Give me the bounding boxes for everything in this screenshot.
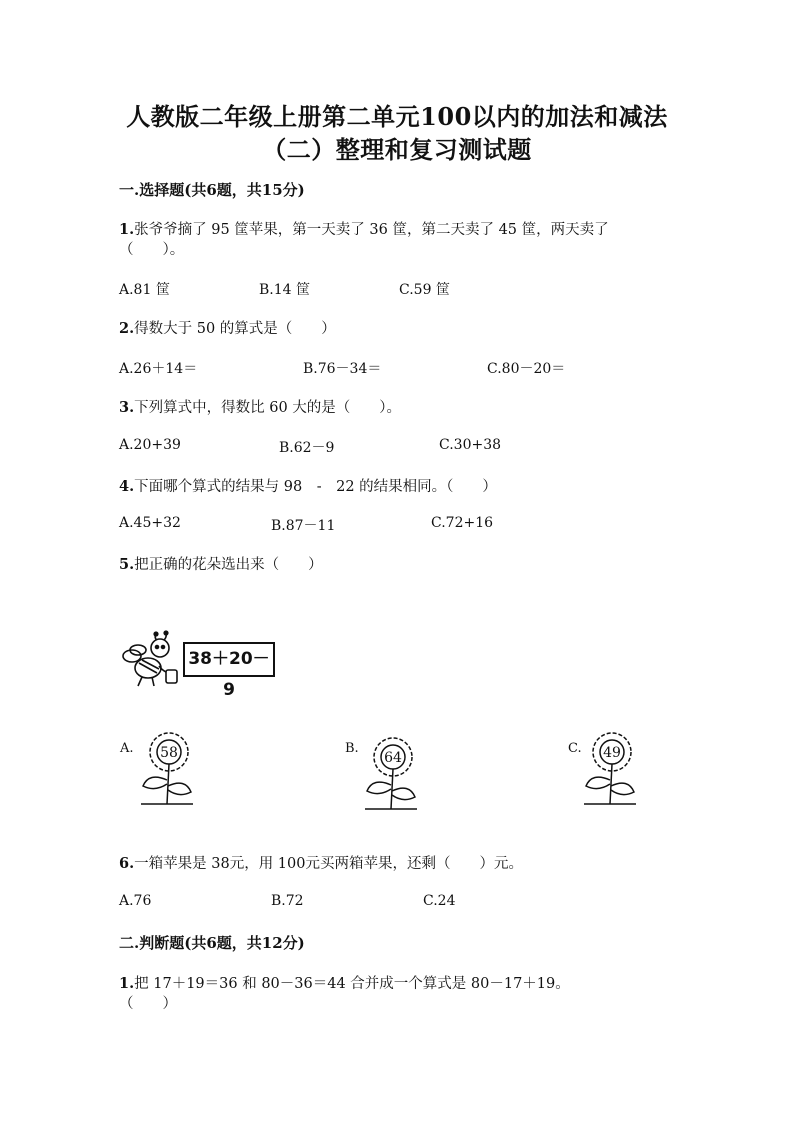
q3-option-b[interactable]: B.62－9 — [279, 440, 335, 456]
q4-option-a[interactable]: A.45+32 — [119, 515, 181, 531]
flower-c-label: C. — [568, 741, 582, 756]
question-number: 1. — [119, 975, 135, 992]
question-text: 下面哪个算式的结果与 98 - 22 的结果相同。（ ） — [134, 479, 497, 495]
q4-option-c[interactable]: C.72+16 — [431, 515, 494, 531]
q3-option-a[interactable]: A.20+39 — [119, 437, 181, 453]
question-number: 6. — [119, 855, 135, 872]
q1-option-b[interactable]: B.14 筐 — [259, 282, 311, 298]
page-title: 人教版二年级上册第二单元100以内的加法和减法 — [126, 102, 668, 131]
question-1 — [119, 218, 609, 239]
question-3 — [119, 396, 401, 417]
question-text: 张爷爷摘了 95 筐苹果，第一天卖了 36 筐，第二天卖了 45 筐，两天卖了 — [134, 222, 609, 238]
question-text: 把 17＋19＝36 和 80－36＝44 合并成一个算式是 80－17＋19。 — [134, 976, 570, 992]
judgment-question-1-blank: （ ） — [119, 996, 177, 1012]
expression-box: 38＋20－9 — [183, 642, 275, 677]
question-number: 2. — [119, 320, 135, 337]
question-text: 把正确的花朵选出来（ ） — [134, 557, 323, 573]
q6-option-b[interactable]: B.72 — [271, 893, 304, 909]
question-text: 一箱苹果是 38元，用 100元买两箱苹果，还剩（ ）元。 — [134, 856, 523, 872]
section-heading-judgment: 二.判断题(共6题，共12分) — [119, 934, 305, 952]
question-4 — [119, 475, 497, 496]
question-5 — [119, 553, 323, 574]
question-number: 3. — [119, 399, 135, 416]
question-6 — [119, 852, 523, 873]
question-text: 下列算式中，得数比 60 大的是（ ）。 — [134, 400, 402, 416]
flower-b-value: 64 — [384, 750, 402, 766]
flower-a-option[interactable] — [137, 728, 197, 806]
question-text: 得数大于 50 的算式是（ ） — [134, 321, 336, 337]
q1-option-a[interactable]: A.81 筐 — [119, 282, 170, 298]
flower-a-value: 58 — [160, 745, 178, 761]
question-number: 1. — [119, 221, 135, 238]
question-number: 4. — [119, 478, 135, 495]
judgment-question-1 — [119, 972, 570, 993]
q1-option-c[interactable]: C.59 筐 — [399, 282, 450, 298]
section-heading-choice: 一.选择题(共6题，共15分) — [119, 181, 305, 199]
q6-option-c[interactable]: C.24 — [423, 893, 456, 909]
question-number: 5. — [119, 556, 135, 573]
question-2 — [119, 317, 336, 338]
flower-c-value: 49 — [603, 745, 621, 761]
q2-option-a[interactable]: A.26＋14＝ — [119, 361, 198, 377]
q3-option-c[interactable]: C.30+38 — [439, 437, 502, 453]
page-subtitle: （二）整理和复习测试题 — [262, 135, 532, 164]
flower-c-option[interactable] — [580, 728, 640, 806]
question-1-blank: （ ）。 — [119, 242, 185, 258]
q2-option-c[interactable]: C.80－20＝ — [487, 361, 566, 377]
q6-option-a[interactable]: A.76 — [119, 893, 152, 909]
q2-option-b[interactable]: B.76－34＝ — [303, 361, 382, 377]
q4-option-b[interactable]: B.87－11 — [271, 518, 336, 534]
flower-a-label: A. — [120, 741, 134, 756]
flower-b-option[interactable] — [361, 733, 421, 811]
bee-illustration — [122, 630, 184, 690]
flower-b-label: B. — [345, 741, 359, 756]
